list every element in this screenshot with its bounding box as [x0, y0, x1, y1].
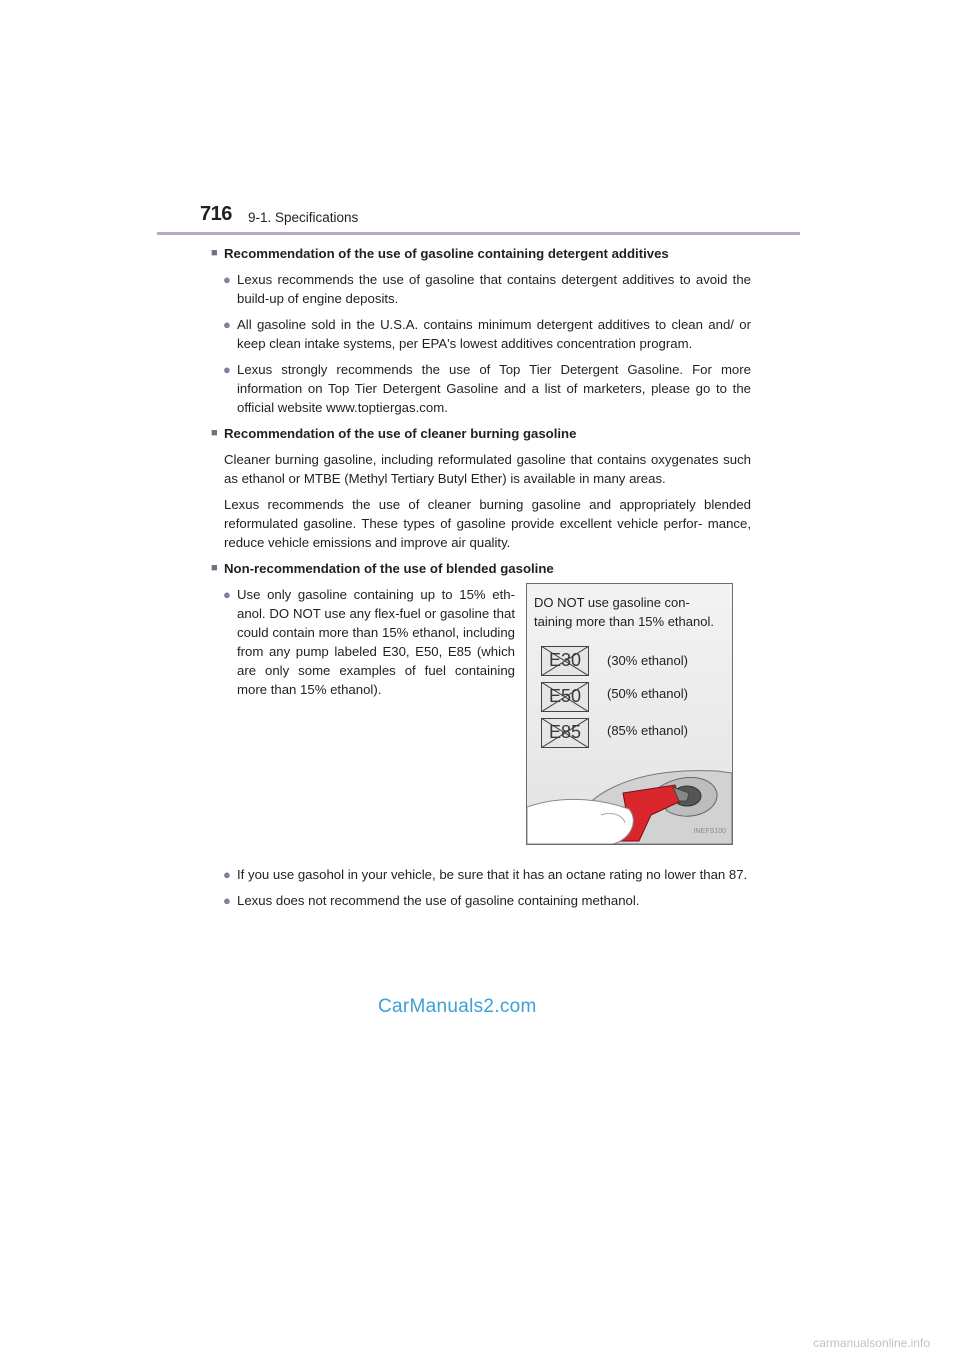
section-heading-text: Non-recommendation of the use of blended gasoline	[224, 561, 554, 576]
ethanol-label: (85% ethanol)	[607, 723, 688, 738]
round-bullet-icon: ●	[223, 362, 231, 377]
list-item	[211, 360, 751, 417]
watermark-link[interactable]: CarManuals2.com	[378, 996, 537, 1017]
section-heading	[211, 559, 751, 578]
page-content	[211, 244, 751, 917]
list-item-text: Lexus does not recommend the use of gasoline containing methanol.	[237, 893, 640, 908]
ethanol-label: (30% ethanol)	[607, 653, 688, 668]
header-rule	[157, 232, 800, 235]
round-bullet-icon: ●	[223, 893, 231, 908]
round-bullet-icon: ●	[223, 587, 231, 602]
list-item-text: Lexus strongly recommends the use of Top Tier Detergent Gasoline. For more information on Top Tier Detergent Gasoline and a list of marketers, please go to the official website www.toptiergas.com.	[237, 362, 751, 415]
list-item	[211, 270, 751, 308]
list-item	[211, 865, 751, 884]
fuel-code: E85	[548, 722, 582, 742]
footer-watermark: carmanualsonline.info	[813, 1336, 930, 1350]
fuel-code: E50	[548, 686, 582, 706]
section-heading-text: Recommendation of the use of cleaner burning gasoline	[224, 426, 577, 441]
section-heading	[211, 424, 751, 443]
figure-warning-text: DO NOT use gasoline con- taining more than 15% ethanol.	[534, 595, 714, 629]
paragraph: Lexus recommends the use of cleaner burning gasoline and appropriately blended reformulated gasoline. These types of gasoline provide excellent vehicle perfor- mance, reduce vehicle emissions and improve air quality.	[224, 497, 751, 550]
round-bullet-icon: ●	[223, 317, 231, 332]
section-title: 9-1. Specifications	[248, 210, 359, 225]
section-heading	[211, 244, 751, 263]
paragraph: Cleaner burning gasoline, including reformulated gasoline that contains oxygenates such as ethanol or MTBE (Methyl Tertiary Butyl Ether) is available in many areas.	[224, 452, 751, 486]
fuel-code: E30	[548, 650, 582, 670]
ethanol-label: (50% ethanol)	[607, 686, 688, 701]
page-header	[200, 203, 800, 235]
e50-crossed-label	[541, 682, 589, 712]
list-item-text: All gasoline sold in the U.S.A. contains minimum detergent additives to clean and/ or keep clean intake systems, per EPA's lowest additives concentration program.	[237, 317, 751, 351]
square-bullet-icon: ■	[211, 247, 218, 259]
list-item	[211, 891, 751, 910]
list-item-text: If you use gasohol in your vehicle, be sure that it has an octane rating no lower than 87.	[237, 867, 748, 882]
e30-crossed-label	[541, 646, 589, 676]
round-bullet-icon: ●	[223, 272, 231, 287]
section-heading-text: Recommendation of the use of gasoline containing detergent additives	[224, 246, 669, 261]
page-number: 716	[200, 203, 232, 225]
round-bullet-icon: ●	[223, 867, 231, 882]
blended-gasoline-block	[211, 585, 751, 861]
list-item	[211, 315, 751, 353]
square-bullet-icon: ■	[211, 562, 218, 574]
ethanol-warning-figure	[526, 583, 733, 845]
figure-id: INEFS100	[693, 828, 726, 835]
square-bullet-icon: ■	[211, 427, 218, 439]
list-item-text: Lexus recommends the use of gasoline that contains detergent additives to avoid the build-up of engine deposits.	[237, 272, 751, 306]
list-item	[211, 585, 515, 699]
list-item-text: Use only gasoline containing up to 15% eth- anol. DO NOT use any flex-fuel or gasoline that could contain more than 15% ethanol, including from any pump labeled E30, E50, E85 (which are only some examples of fuel containing more than 15% ethanol).	[237, 587, 515, 697]
e85-crossed-label	[541, 718, 589, 748]
